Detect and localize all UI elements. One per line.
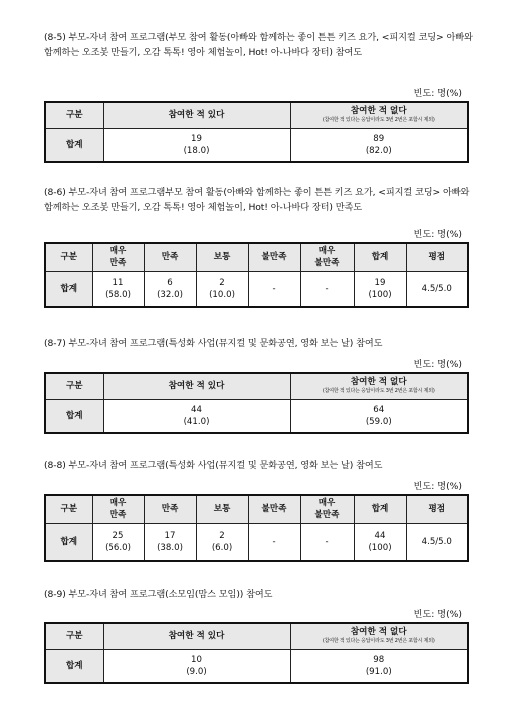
section-title-8-7: (8-7) 부모-자녀 참여 프로그램(특성화 사업(뮤지컬 및 문화공연, 영화 보는 날) 참여도 — [44, 338, 383, 349]
cell-count: 2 — [219, 277, 225, 288]
section-title-8-8: (8-8) 부모-자녀 참여 프로그램(특성화 사업(뮤지컬 및 문화공연, 영화 보는 날) 참여도 — [44, 460, 383, 471]
cell-satisfied — [144, 271, 196, 307]
cell-count: - — [272, 283, 276, 294]
header-rating: 평점 — [406, 243, 468, 271]
cell-percent: (100) — [368, 542, 392, 553]
col-group-header: 구분 — [45, 243, 92, 271]
header-very-satisfied: 매우 만족 — [92, 495, 144, 523]
header-rating: 평점 — [406, 495, 468, 523]
col-group-header: 구분 — [45, 495, 92, 523]
cell-count: 19 — [191, 133, 202, 144]
cell-yes — [103, 649, 290, 683]
header-no — [290, 623, 468, 649]
col-group-header: 구분 — [45, 373, 103, 399]
cell-very-dissatisfied — [300, 271, 354, 307]
cell-neutral — [196, 523, 248, 561]
cell-count: 25 — [112, 530, 124, 541]
cell-percent: (100) — [368, 289, 392, 300]
table-8-7 — [44, 372, 469, 434]
cell-count: 2 — [219, 530, 225, 541]
unit-label: 빈도: 명(%) — [413, 609, 462, 620]
cell-total — [354, 523, 406, 561]
cell-count: 10 — [191, 654, 202, 665]
row-label: 합계 — [45, 649, 103, 683]
table-8-8 — [44, 494, 469, 562]
section-title-8-6: (8-6) 부모-자녀 참여 프로그램부모 참여 활동(아빠와 함께하는 좋이 튼튼 키즈 요가, <피지컬 코딩> 아빠와 함께하는 오조봇 만들기, 오감 톡톡! 영아 체험놀이, Hot! 아-나바다 장터) 만족도 — [44, 187, 470, 213]
cell-percent: (10.0) — [209, 289, 235, 300]
cell-rating — [406, 271, 468, 307]
header-satisfied: 만족 — [144, 243, 196, 271]
section-title-8-5: (8-5) 부모-자녀 참여 프로그램(부모 참여 활동(아빠와 함께하는 좋이 튼튼 키즈 요가, <피지컬 코딩> 아빠와 함께하는 오조봇 만들기, 오감 톡톡! 영아 체험놀이, Hot! 아-나바다 장터) 참여도 — [44, 32, 473, 58]
header-yes: 참여한 적 있다 — [103, 623, 290, 649]
cell-dissatisfied — [248, 523, 300, 561]
cell-percent: (82.0) — [365, 145, 392, 156]
unit-label: 빈도: 명(%) — [413, 359, 462, 370]
header-neutral: 보통 — [196, 495, 248, 523]
cell-percent: (58.0) — [105, 289, 131, 300]
header-satisfied: 만족 — [144, 495, 196, 523]
header-no-main: 참여한 적 없다 — [350, 106, 407, 117]
table-8-6 — [44, 242, 469, 308]
cell-very-satisfied — [92, 523, 144, 561]
table-8-5 — [44, 101, 469, 163]
cell-very-dissatisfied — [300, 523, 354, 561]
header-very-dissatisfied: 매우 불만족 — [300, 495, 354, 523]
cell-rating-value: 4.5/5.0 — [421, 536, 452, 547]
cell-percent: (56.0) — [105, 542, 131, 553]
cell-rating — [406, 523, 468, 561]
row-label: 합계 — [45, 523, 92, 561]
cell-count: 17 — [164, 530, 176, 541]
cell-total — [354, 271, 406, 307]
header-total: 합계 — [354, 495, 406, 523]
header-yes: 참여한 적 있다 — [103, 102, 290, 128]
cell-yes — [103, 128, 290, 162]
header-total: 합계 — [354, 243, 406, 271]
col-group-header: 구분 — [45, 102, 103, 128]
cell-percent: (91.0) — [365, 666, 392, 677]
cell-count: 98 — [373, 654, 385, 665]
section-title-8-9: (8-9) 부모-자녀 참여 프로그램(소모임(맘스 모임)) 참여도 — [44, 589, 273, 600]
cell-count: - — [325, 536, 329, 547]
cell-count: 44 — [191, 404, 202, 415]
cell-percent: (9.0) — [186, 666, 207, 677]
cell-percent: (59.0) — [365, 416, 392, 427]
table-8-9 — [44, 622, 469, 684]
cell-no — [290, 649, 468, 683]
cell-no — [290, 128, 468, 162]
header-no — [290, 102, 468, 128]
header-no-sub: (참여한 적 있다는 응답이라도 3번 2번은 포함시 제외) — [322, 388, 435, 395]
header-no — [290, 373, 468, 399]
header-dissatisfied: 불만족 — [248, 495, 300, 523]
header-neutral: 보통 — [196, 243, 248, 271]
header-very-dissatisfied: 매우 불만족 — [300, 243, 354, 271]
cell-count: - — [272, 536, 276, 547]
row-label: 합계 — [45, 399, 103, 433]
cell-rating-value: 4.5/5.0 — [421, 283, 452, 294]
cell-very-satisfied — [92, 271, 144, 307]
cell-percent: (32.0) — [157, 289, 183, 300]
header-no-main: 참여한 적 없다 — [350, 627, 407, 638]
cell-percent: (18.0) — [183, 145, 210, 156]
cell-percent: (6.0) — [211, 542, 233, 553]
header-no-sub: (참여한 적 있다는 응답이라도 3번 2번은 포함시 제외) — [322, 638, 435, 645]
cell-count: - — [325, 283, 329, 294]
cell-no — [290, 399, 468, 433]
cell-count: 11 — [112, 277, 124, 288]
unit-label: 빈도: 명(%) — [413, 88, 462, 99]
col-group-header: 구분 — [45, 623, 103, 649]
cell-count: 6 — [167, 277, 173, 288]
row-label: 합계 — [45, 271, 92, 307]
cell-count: 19 — [374, 277, 386, 288]
header-no-sub: (참여한 적 있다는 응답이라도 3번 2번은 포함시 제외) — [322, 117, 435, 124]
cell-dissatisfied — [248, 271, 300, 307]
row-label: 합계 — [45, 128, 103, 162]
cell-count: 89 — [373, 133, 385, 144]
header-dissatisfied: 불만족 — [248, 243, 300, 271]
unit-label: 빈도: 명(%) — [413, 481, 462, 492]
cell-percent: (38.0) — [157, 542, 183, 553]
header-yes: 참여한 적 있다 — [103, 373, 290, 399]
cell-satisfied — [144, 523, 196, 561]
header-very-satisfied: 매우 만족 — [92, 243, 144, 271]
cell-count: 64 — [373, 404, 385, 415]
header-no-main: 참여한 적 없다 — [350, 377, 407, 388]
cell-percent: (41.0) — [183, 416, 210, 427]
cell-neutral — [196, 271, 248, 307]
cell-yes — [103, 399, 290, 433]
unit-label: 빈도: 명(%) — [413, 229, 462, 240]
cell-count: 44 — [374, 530, 386, 541]
